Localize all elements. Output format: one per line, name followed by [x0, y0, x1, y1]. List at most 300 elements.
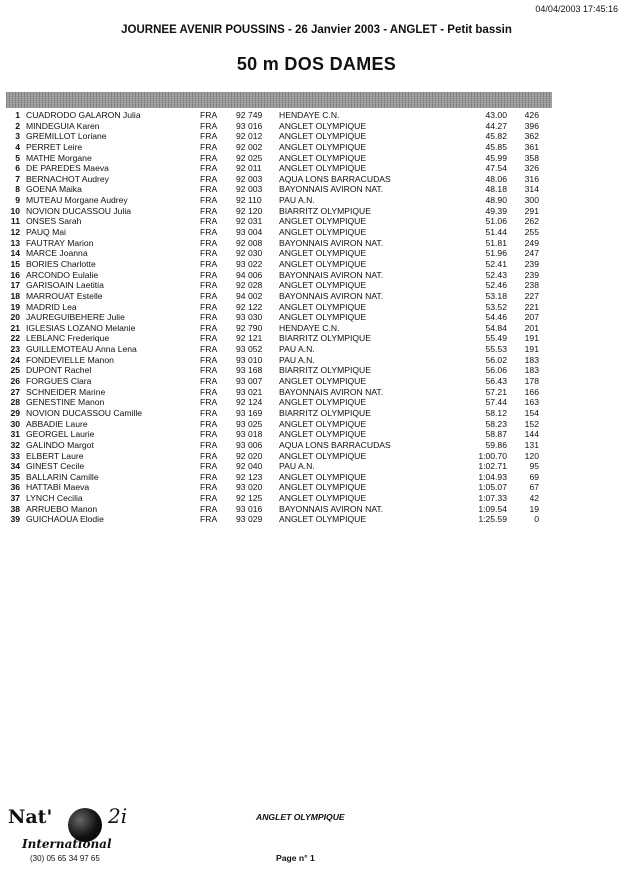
license-number: 92 125: [236, 493, 263, 504]
result-row: [0, 216, 633, 227]
nationality: FRA: [200, 461, 218, 472]
result-rank: 33: [10, 450, 20, 461]
result-row: [0, 429, 633, 440]
swimmer-name: ARCONDO Eulalie: [26, 269, 99, 280]
club-name: HENDAYE C.N.: [279, 110, 340, 120]
club-name: HENDAYE C.N.: [279, 322, 340, 333]
nationality: FRA: [200, 482, 218, 493]
result-row: [0, 451, 633, 462]
swimmer-name: NOVION DUCASSOU Julia: [26, 205, 132, 216]
swim-time: 51.81: [485, 237, 507, 248]
license-number: 92 040: [236, 461, 263, 472]
points: 69: [529, 471, 539, 482]
swim-time: 43.00: [485, 110, 507, 120]
swim-time: 53.52: [485, 301, 507, 312]
result-row: [0, 280, 633, 291]
club-name: ANGLET OLYMPIQUE: [279, 493, 367, 504]
swim-time: 45.85: [485, 141, 507, 152]
results-list: [0, 110, 633, 525]
swim-time: 1:09.54: [478, 503, 507, 514]
points: 120: [524, 450, 539, 461]
swimmer-name: MINDEGUIA Karen: [26, 120, 100, 131]
points: 362: [524, 131, 539, 142]
points: 262: [524, 216, 539, 227]
license-number: 92 120: [236, 205, 263, 216]
swim-time: 47.54: [485, 163, 507, 174]
points: 326: [524, 163, 539, 174]
license-number: 92 790: [236, 322, 263, 333]
nationality: FRA: [200, 397, 218, 408]
swimmer-name: GREMILLOT Loriane: [26, 131, 107, 142]
license-number: 94 002: [236, 290, 263, 301]
result-rank: 7: [15, 173, 20, 184]
result-rank: 23: [10, 344, 20, 355]
swimmer-name: FAUTRAY Marion: [26, 237, 94, 248]
result-row: [0, 238, 633, 249]
nationality: FRA: [200, 514, 218, 525]
swim-time: 57.21: [485, 386, 507, 397]
license-number: 93 010: [236, 354, 263, 365]
result-rank: 21: [10, 322, 20, 333]
result-rank: 4: [15, 141, 20, 152]
points: 316: [524, 173, 539, 184]
result-row: [0, 504, 633, 515]
nationality: FRA: [200, 152, 218, 163]
result-rank: 28: [10, 397, 20, 408]
license-number: 93 021: [236, 386, 263, 397]
license-number: 93 020: [236, 482, 263, 493]
club-name: ANGLET OLYMPIQUE: [279, 216, 367, 227]
swimmer-name: BALLARIN Camille: [26, 471, 99, 482]
swim-time: 59.86: [485, 439, 507, 450]
swim-time: 45.82: [485, 131, 507, 142]
points: 19: [529, 503, 539, 514]
points: 314: [524, 184, 539, 195]
swimmer-name: PAUQ Mai: [26, 227, 66, 238]
swim-time: 52.43: [485, 269, 507, 280]
result-row: [0, 259, 633, 270]
club-name: ANGLET OLYMPIQUE: [279, 163, 367, 174]
result-row: [0, 365, 633, 376]
result-row: [0, 142, 633, 153]
nationality: FRA: [200, 301, 218, 312]
license-number: 93 022: [236, 258, 263, 269]
result-rank: 16: [10, 269, 20, 280]
license-number: 93 004: [236, 227, 263, 238]
swimmer-name: MADRID Lea: [26, 301, 77, 312]
swimmer-name: MUTEAU Morgane Audrey: [26, 195, 128, 206]
points: 0: [534, 514, 539, 525]
points: 154: [524, 407, 539, 418]
result-rank: 12: [10, 227, 20, 238]
license-number: 92 122: [236, 301, 263, 312]
swim-time: 56.06: [485, 365, 507, 376]
result-row: [0, 184, 633, 195]
points: 201: [524, 322, 539, 333]
license-number: 92 003: [236, 184, 263, 195]
result-rank: 14: [10, 248, 20, 259]
swim-time: 48.18: [485, 184, 507, 195]
license-number: 93 007: [236, 376, 263, 387]
points: 183: [524, 365, 539, 376]
result-row: [0, 344, 633, 355]
nationality: FRA: [200, 110, 218, 120]
club-name: ANGLET OLYMPIQUE: [279, 312, 367, 323]
result-rank: 26: [10, 376, 20, 387]
license-number: 92 121: [236, 333, 263, 344]
nationality: FRA: [200, 471, 218, 482]
points: 361: [524, 141, 539, 152]
nationality: FRA: [200, 503, 218, 514]
page-number: Page n° 1: [276, 853, 315, 863]
swim-time: 55.49: [485, 333, 507, 344]
result-row: [0, 440, 633, 451]
club-name: BAYONNAIS AVIRON NAT.: [279, 237, 384, 248]
club-name: ANGLET OLYMPIQUE: [279, 418, 367, 429]
swimmer-name: LYNCH Cecilia: [26, 493, 83, 504]
nationality: FRA: [200, 163, 218, 174]
nationality: FRA: [200, 227, 218, 238]
club-name: BAYONNAIS AVIRON NAT.: [279, 269, 384, 280]
license-number: 93 169: [236, 407, 263, 418]
result-row: [0, 206, 633, 217]
result-rank: 30: [10, 418, 20, 429]
result-row: [0, 482, 633, 493]
club-name: AQUA LONS BARRACUDAS: [279, 173, 391, 184]
result-rank: 22: [10, 333, 20, 344]
result-rank: 9: [15, 195, 20, 206]
swim-time: 54.46: [485, 312, 507, 323]
swim-time: 48.06: [485, 173, 507, 184]
nationality: FRA: [200, 269, 218, 280]
swimmer-name: BORIES Charlotte: [26, 258, 96, 269]
swim-time: 55.53: [485, 344, 507, 355]
club-name: PAU A.N.: [279, 344, 315, 355]
result-rank: 11: [10, 216, 20, 227]
license-number: 92 012: [236, 131, 263, 142]
nationality: FRA: [200, 141, 218, 152]
club-name: PAU A.N.: [279, 354, 315, 365]
result-rank: 38: [10, 503, 20, 514]
swim-time: 51.44: [485, 227, 507, 238]
swim-time: 1:04.93: [478, 471, 507, 482]
nationality: FRA: [200, 429, 218, 440]
points: 191: [524, 333, 539, 344]
result-rank: 27: [10, 386, 20, 397]
nationality: FRA: [200, 248, 218, 259]
swimmer-name: ARRUEBO Manon: [26, 503, 98, 514]
swimmer-name: ONSES Sarah: [26, 216, 82, 227]
club-name: ANGLET OLYMPIQUE: [279, 397, 367, 408]
result-row: [0, 387, 633, 398]
nationality: FRA: [200, 376, 218, 387]
license-number: 92 028: [236, 280, 263, 291]
swimmer-name: GALINDO Margot: [26, 439, 94, 450]
license-number: 92 025: [236, 152, 263, 163]
nationality: FRA: [200, 120, 218, 131]
club-name: ANGLET OLYMPIQUE: [279, 471, 367, 482]
swim-time: 56.02: [485, 354, 507, 365]
points: 239: [524, 258, 539, 269]
nationality: FRA: [200, 205, 218, 216]
club-name: ANGLET OLYMPIQUE: [279, 141, 367, 152]
swimmer-name: GEORGEL Laurie: [26, 429, 95, 440]
swimmer-name: MARROUAT Estelle: [26, 290, 103, 301]
swim-time: 58.87: [485, 429, 507, 440]
result-rank: 39: [10, 514, 20, 525]
result-row: [0, 270, 633, 281]
license-number: 93 016: [236, 120, 263, 131]
license-number: 92 123: [236, 471, 263, 482]
license-number: 94 006: [236, 269, 263, 280]
club-name: ANGLET OLYMPIQUE: [279, 429, 367, 440]
result-row: [0, 376, 633, 387]
points: 67: [529, 482, 539, 493]
nationality: FRA: [200, 237, 218, 248]
license-number: 92 031: [236, 216, 263, 227]
result-rank: 8: [15, 184, 20, 195]
points: 131: [524, 439, 539, 450]
club-name: BIARRITZ OLYMPIQUE: [279, 205, 371, 216]
license-number: 92 011: [236, 163, 262, 174]
result-row: [0, 227, 633, 238]
nationality: FRA: [200, 344, 218, 355]
points: 178: [524, 376, 539, 387]
logo-phone: (30) 05 65 34 97 65: [30, 854, 100, 863]
license-number: 92 008: [236, 237, 263, 248]
swimmer-name: PERRET Leire: [26, 141, 83, 152]
club-name: ANGLET OLYMPIQUE: [279, 376, 367, 387]
club-name: ANGLET OLYMPIQUE: [279, 258, 367, 269]
result-row: [0, 131, 633, 142]
swim-time: 57.44: [485, 397, 507, 408]
club-name: PAU A.N.: [279, 195, 315, 206]
license-number: 92 749: [236, 110, 263, 120]
nationality: FRA: [200, 290, 218, 301]
meet-header: JOURNEE AVENIR POUSSINS - 26 Janvier 2003 - ANGLET - Petit bassin: [121, 24, 512, 36]
result-rank: 25: [10, 365, 20, 376]
result-row: [0, 323, 633, 334]
nationality: FRA: [200, 131, 218, 142]
swim-time: 44.27: [485, 120, 507, 131]
club-name: BIARRITZ OLYMPIQUE: [279, 333, 371, 344]
points: 238: [524, 280, 539, 291]
timestamp: 04/04/2003 17:45:16: [535, 4, 618, 14]
result-row: [0, 419, 633, 430]
result-rank: 35: [10, 471, 20, 482]
swimmer-name: ABBADIE Laure: [26, 418, 88, 429]
swim-time: 1:25.59: [478, 514, 507, 525]
header-band: [6, 92, 552, 108]
swimmer-name: MATHE Morgane: [26, 152, 92, 163]
nationality: FRA: [200, 280, 218, 291]
points: 183: [524, 354, 539, 365]
points: 163: [524, 397, 539, 408]
result-rank: 17: [10, 280, 20, 291]
result-rank: 1: [15, 110, 20, 120]
club-name: ANGLET OLYMPIQUE: [279, 482, 367, 493]
swimmer-name: LEBLANC Frederique: [26, 333, 110, 344]
swimmer-name: GARISOAIN Laetitia: [26, 280, 104, 291]
license-number: 92 002: [236, 141, 263, 152]
result-row: [0, 408, 633, 419]
club-name: ANGLET OLYMPIQUE: [279, 514, 367, 525]
points: 249: [524, 237, 539, 248]
swimmer-name: HATTABI Maeva: [26, 482, 90, 493]
swim-time: 58.23: [485, 418, 507, 429]
nationality: FRA: [200, 354, 218, 365]
result-row: [0, 302, 633, 313]
nationality: FRA: [200, 322, 218, 333]
swimmer-name: DE PAREDES Maeva: [26, 163, 109, 174]
result-row: [0, 472, 633, 483]
club-name: ANGLET OLYMPIQUE: [279, 120, 367, 131]
license-number: 92 003: [236, 173, 263, 184]
swimmer-name: GUILLEMOTEAU Anna Lena: [26, 344, 137, 355]
swimmer-name: GUICHAOUA Elodie: [26, 514, 104, 525]
result-row: [0, 248, 633, 259]
nationality: FRA: [200, 450, 218, 461]
club-name: BAYONNAIS AVIRON NAT.: [279, 290, 384, 301]
result-row: [0, 493, 633, 504]
nationality: FRA: [200, 439, 218, 450]
result-rank: 20: [10, 312, 20, 323]
license-number: 93 029: [236, 514, 263, 525]
swim-time: 53.18: [485, 290, 507, 301]
swim-time: 51.06: [485, 216, 507, 227]
swim-time: 45.99: [485, 152, 507, 163]
result-rank: 36: [10, 482, 20, 493]
swimmer-name: NOVION DUCASSOU Camille: [26, 407, 143, 418]
nationality: FRA: [200, 333, 218, 344]
nationality: FRA: [200, 386, 218, 397]
swimmer-name: MARCE Joanna: [26, 248, 88, 259]
license-number: 93 052: [236, 344, 263, 355]
license-number: 93 168: [236, 365, 263, 376]
event-title: 50 m DOS DAMES: [236, 54, 397, 74]
club-name: ANGLET OLYMPIQUE: [279, 248, 367, 259]
result-row: [0, 163, 633, 174]
swim-time: 1:07.33: [478, 493, 507, 504]
footer-club: ANGLET OLYMPIQUE: [256, 812, 345, 822]
result-rank: 5: [15, 152, 20, 163]
points: 152: [524, 418, 539, 429]
result-row: [0, 461, 633, 472]
result-row: [0, 110, 633, 121]
club-name: ANGLET OLYMPIQUE: [279, 152, 367, 163]
license-number: 93 018: [236, 429, 263, 440]
points: 42: [529, 493, 539, 504]
result-row: [0, 195, 633, 206]
result-rank: 34: [10, 461, 20, 472]
club-name: ANGLET OLYMPIQUE: [279, 280, 367, 291]
result-row: [0, 397, 633, 408]
nationality: FRA: [200, 312, 218, 323]
license-number: 93 006: [236, 439, 263, 450]
club-name: BIARRITZ OLYMPIQUE: [279, 407, 371, 418]
club-name: BAYONNAIS AVIRON NAT.: [279, 184, 384, 195]
result-row: [0, 174, 633, 185]
swimmer-name: GENESTINE Manon: [26, 397, 105, 408]
points: 207: [524, 312, 539, 323]
logo-international: International: [22, 837, 112, 851]
club-name: BAYONNAIS AVIRON NAT.: [279, 503, 384, 514]
result-rank: 32: [10, 439, 20, 450]
swim-time: 1:00.70: [478, 450, 507, 461]
swimmer-name: CUADRODO GALARON Julia: [26, 110, 141, 120]
logo-brand: Nat': [8, 806, 53, 828]
result-rank: 15: [10, 258, 20, 269]
logo-brand-suffix: 2i: [108, 804, 128, 828]
swimmer-name: FORGUES Clara: [26, 376, 92, 387]
swim-time: 52.41: [485, 258, 507, 269]
points: 396: [524, 120, 539, 131]
nationality: FRA: [200, 418, 218, 429]
swim-time: 1:02.71: [478, 461, 507, 472]
license-number: 92 020: [236, 450, 263, 461]
club-name: ANGLET OLYMPIQUE: [279, 131, 367, 142]
points: 166: [524, 386, 539, 397]
swim-time: 54.84: [485, 322, 507, 333]
points: 255: [524, 227, 539, 238]
result-rank: 13: [10, 237, 20, 248]
club-name: BIARRITZ OLYMPIQUE: [279, 365, 371, 376]
result-rank: 24: [10, 354, 20, 365]
result-rank: 18: [10, 290, 20, 301]
swimmer-name: GOENA Maika: [26, 184, 82, 195]
swim-time: 48.90: [485, 195, 507, 206]
swimmer-name: DUPONT Rachel: [26, 365, 92, 376]
swim-time: 58.12: [485, 407, 507, 418]
points: 227: [524, 290, 539, 301]
points: 239: [524, 269, 539, 280]
result-row: [0, 153, 633, 164]
swim-time: 1:05.07: [478, 482, 507, 493]
license-number: 93 016: [236, 503, 263, 514]
nationality: FRA: [200, 216, 218, 227]
result-rank: 6: [15, 163, 20, 174]
swim-time: 49.39: [485, 205, 507, 216]
license-number: 92 124: [236, 397, 263, 408]
points: 247: [524, 248, 539, 259]
nationality: FRA: [200, 407, 218, 418]
points: 300: [524, 195, 539, 206]
swim-time: 52.46: [485, 280, 507, 291]
swim-time: 51.96: [485, 248, 507, 259]
points: 191: [524, 344, 539, 355]
points: 358: [524, 152, 539, 163]
logo: [8, 800, 158, 870]
swimmer-name: SCHNEIDER Marine: [26, 386, 106, 397]
nationality: FRA: [200, 493, 218, 504]
license-number: 93 030: [236, 312, 263, 323]
points: 221: [524, 301, 539, 312]
nationality: FRA: [200, 365, 218, 376]
result-row: [0, 121, 633, 132]
swimmer-name: GINEST Cecile: [26, 461, 85, 472]
nationality: FRA: [200, 195, 218, 206]
club-name: PAU A.N.: [279, 461, 315, 472]
swim-time: 56.43: [485, 376, 507, 387]
license-number: 93 025: [236, 418, 263, 429]
result-row: [0, 312, 633, 323]
club-name: ANGLET OLYMPIQUE: [279, 227, 367, 238]
nationality: FRA: [200, 184, 218, 195]
result-rank: 29: [10, 407, 20, 418]
swimmer-name: ELBERT Laure: [26, 450, 84, 461]
result-row: [0, 514, 633, 525]
result-rank: 37: [10, 493, 20, 504]
